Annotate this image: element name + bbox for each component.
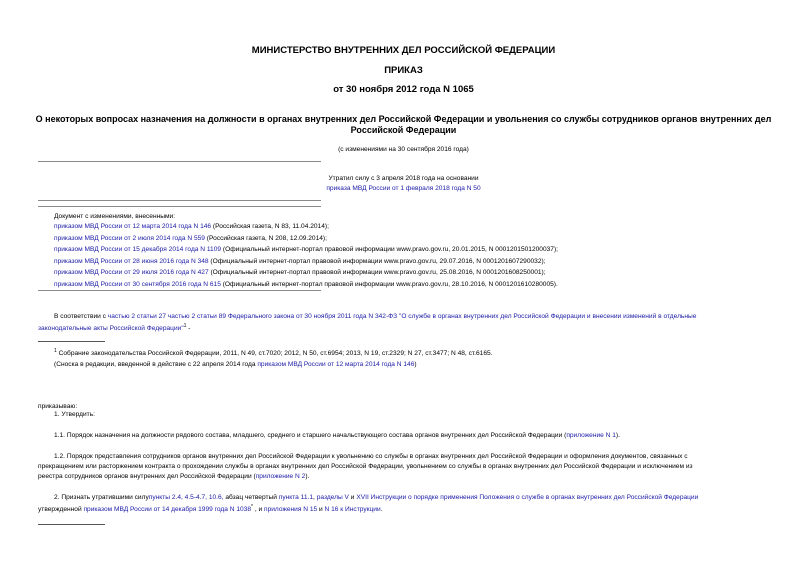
footnote-text: Собрание законодательства Российской Федерации, 2011, N 49, ст.7020; 2012, N 50, ст.6954; 2013, N 19, ст.2329; N 27, ст.3477; N 48, ст.6165. [56,350,493,358]
status-line: Утратил силу с 3 апреля 2018 года на основании [328,175,479,182]
footnote-ref[interactable]: 1 [183,323,187,329]
clauses-link[interactable]: пункты 2.4, 4.5-4.7, 10.6, [148,494,224,501]
doc-title-line2: Российской Федерации [350,125,457,135]
amendment-source: (Официальный интернет-портал правовой информации www.pravo.gov.ru, 28.10.2016, N 0001201610280005). [220,280,558,288]
separator-rule [38,290,321,291]
paragraph-2-line1 [54,493,698,502]
paragraph-text: . [380,506,383,514]
amendment-source: (Официальный интернет-портал правовой информации www.pravo.gov.ru, 29.07.2016, N 0001201607290032); [208,257,546,265]
paragraph-text: 1.1. Порядок назначения на должности рядового состава, младшего, среднего и старшего начальствующего состава органов внутренних дел Российской Федерации ( [54,432,567,439]
doc-date-number: от 30 ноября 2012 года N 1065 [333,84,474,95]
amendment-link[interactable]: приказом МВД России от 30 сентября 2016 года N 615 [54,280,221,288]
appendix-16-link[interactable]: N 16 к Инструкции [324,506,381,514]
amendment-item [54,234,327,243]
preamble-text: - [186,325,191,333]
footnote-rule [38,524,105,525]
doc-title-line1: О некоторых вопросах назначения на должности в органах внутренних дел Российской Федерации и увольнения со службы сотрудников органов внутренних дел [35,114,772,124]
amendments-intro: Документ с изменениями, внесенными: [54,213,176,220]
paragraph-text: 2. Признать утратившими силу [54,494,149,501]
doc-type-heading: ПРИКАЗ [384,65,423,76]
revision-note: (с изменениями на 30 сентября 2016 года) [338,146,469,153]
order-word: приказываю: [38,403,78,410]
paragraph-2-line2 [38,503,382,514]
preamble-text: В соответствии с [54,313,108,320]
footnote-rule [38,341,105,342]
footnote-line [54,347,493,358]
section-v-link[interactable]: разделы V [316,494,349,501]
preamble-link-part2-art27[interactable]: частью 2 статьи 27 [107,313,166,320]
separator-rule [38,206,321,207]
appendix-1-link[interactable]: приложение N 1 [566,432,616,439]
paragraph-text: и [348,494,357,501]
amendment-item [54,257,546,266]
paragraph-1-2-line1: 1.2. Порядок представления сотрудников органов внутренних дел Российской Федерации к увольнению со службы в органах внутренних дел Российской Федерации и оформления документов, связанных с [54,453,688,460]
amendment-source: (Официальный интернет-портал правовой информации www.pravo.gov.ru, 25.08.2016, N 0001201608250001); [208,269,546,276]
status-link[interactable]: приказа МВД России от 1 февраля 2018 года N 50 [326,185,481,192]
paragraph-1-2-line3 [38,472,309,481]
paragraph-text: , и [253,506,265,514]
amendment-item [54,280,558,289]
amendment-link[interactable]: приказом МВД России от 29 июля 2016 года N 427 [54,269,209,276]
paragraph-text: реестра сотрудников органов внутренних дел Российской Федерации ( [38,473,256,480]
paragraph-text: ). [615,432,620,439]
preamble-line2 [38,322,190,333]
amendment-item [54,222,329,231]
clause-11-1-link[interactable]: пункта 11.1 [278,494,314,501]
appendix-2-link[interactable]: приложение N 2 [255,473,306,480]
footnote-note-text: ) [414,361,417,368]
paragraph-text: абзац четвертый [223,494,279,501]
amendment-link[interactable]: приказом МВД России от 15 декабря 2014 года N 1109 [54,246,222,253]
amendment-source: (Российская газета, N 208, 12.09.2014); [204,234,327,242]
ministry-heading: МИНИСТЕРСТВО ВНУТРЕННИХ ДЕЛ РОССИЙСКОЙ ФЕДЕРАЦИИ [251,45,556,56]
footnote-note-link[interactable]: приказом МВД России от 12 марта 2014 года N 146 [257,361,415,368]
paragraph-text: , [313,494,317,501]
paragraph-1-2-line2: прекращением или расторжением контракта о прохождении службы в органах внутренних дел Российской Федерации, увольнением со службы в органах внутренних дел Российской Федерации и исключением из [38,463,693,470]
amendment-source: (Российская газета, N 83, 11.04.2014); [211,223,329,230]
footnote-note [54,360,417,369]
separator-rule [38,161,321,162]
paragraph-1: 1. Утвердить: [54,411,95,418]
amendment-link[interactable]: приказом МВД России от 2 июля 2014 года N 559 [54,234,205,242]
footnote-note-text: (Сноска в редакции, введенной в действие с 22 апреля 2014 года [54,361,258,368]
preamble-line1 [54,312,696,321]
amendment-item [54,268,546,277]
preamble-link-federal-law[interactable]: частью 2 статьи 89 Федерального закона от 30 ноября 2011 года N 342-ФЗ "О службе в органах внутренних дел Российской Федерации и внесении изменений в отдельные [167,313,697,320]
amendment-link[interactable]: приказом МВД России от 12 марта 2014 года N 146 [54,223,212,230]
footnote-ref[interactable]: * [251,504,253,510]
order-1038-link[interactable]: приказом МВД России от 14 декабря 1999 года N 1038 [83,506,252,514]
footnote-marker: 1 [54,348,57,354]
paragraph-1-1 [54,431,620,440]
appendix-15-link[interactable]: приложения N 15 [264,506,318,514]
instruction-link[interactable]: XVII Инструкции о порядке применения Положения о службе в органах внутренних дел Российской Федерации [356,494,699,501]
amendment-item [54,245,558,254]
preamble-link-federal-law-cont[interactable]: законодательные акты Российской Федерации" [38,325,184,333]
paragraph-text: и [317,506,325,514]
paragraph-text: ). [305,473,310,480]
paragraph-text: утвержденной [38,506,84,514]
amendment-source: (Официальный интернет-портал правовой информации www.pravo.gov.ru, 20.01.2015, N 0001201501200037); [221,246,559,253]
amendment-link[interactable]: приказом МВД России от 28 июня 2016 года N 348 [54,257,209,265]
separator-rule [38,200,321,201]
